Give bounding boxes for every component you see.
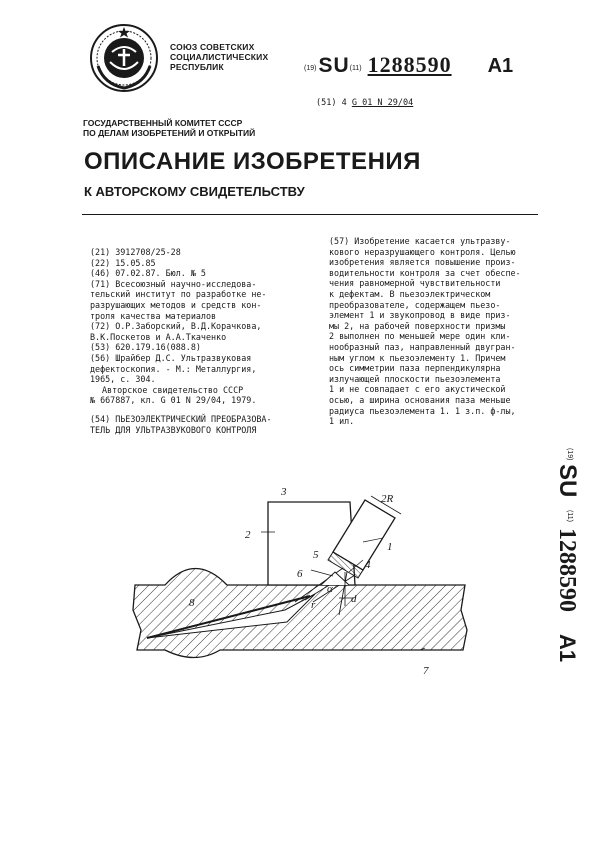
abstract-line: 1 ил.: [329, 416, 355, 427]
abstract-line: осью, а ширина основания паза меньше: [329, 394, 511, 405]
biblio-line: (54) ПЬЕЗОЭЛЕКТРИЧЕСКИЙ ПРЕОБРАЗОВА-: [90, 413, 272, 424]
abstract-line: радиуса пьезоэлемента 1. 1 з.п. ф-лы,: [329, 405, 516, 416]
biblio-line: тельский институт по разработке не-: [90, 289, 267, 300]
abstract: [329, 236, 549, 427]
committee-name: [83, 118, 255, 138]
bibliographic-data: [90, 247, 305, 435]
side-kind: A1: [555, 634, 580, 663]
biblio-line: ТЕЛЬ ДЛЯ УЛЬТРАЗВУКОВОГО КОНТРОЛЯ: [90, 424, 257, 435]
biblio-line: разрушающих методов и средств кон-: [90, 299, 262, 310]
biblio-line: В.К.Поскетов и А.А.Ткаченко: [90, 331, 227, 342]
biblio-line: 1965, с. 304.: [90, 374, 156, 385]
biblio-line: (72) О.Р.Заборский, В.Д.Корачкова,: [90, 321, 262, 332]
side-code-19: (19): [566, 448, 573, 461]
figure-label-r: r: [311, 599, 316, 611]
figure-label-4: 4: [365, 559, 371, 571]
side-country: SU: [554, 464, 581, 498]
biblio-line: дефектоскопия. - М.: Металлургия,: [90, 363, 257, 374]
biblio-line: (22) 15.05.85: [90, 257, 156, 268]
union-line: СОЮЗ СОВЕТСКИХ: [170, 42, 255, 52]
biblio-line: (53) 620.179.16(088.8): [90, 342, 201, 353]
abstract-line: 1 и не совпадает с его акустической: [329, 384, 506, 395]
side-number: 1288590: [554, 528, 580, 612]
side-code-11: (11): [566, 510, 573, 522]
ipc-classification: [316, 98, 413, 108]
biblio-line: (71) Всесоюзный научно-исследова-: [90, 278, 257, 289]
committee-line: ГОСУДАРСТВЕННЫЙ КОМИТЕТ СССР: [83, 118, 243, 128]
figure-label-2: 2: [245, 529, 251, 541]
figure-label-d: d: [351, 593, 357, 605]
transducer-drawing: [125, 480, 485, 680]
figure-label-8: 8: [189, 597, 195, 609]
abstract-line: 2 выполнен по меньшей мере один кли-: [329, 331, 511, 342]
header-divider: [82, 214, 538, 215]
biblio-line: (56) Шрайбер Д.С. Ультразвуковая: [90, 352, 252, 363]
committee-line: ПО ДЕЛАМ ИЗОБРЕТЕНИЙ И ОТКРЫТИЙ: [83, 128, 256, 138]
abstract-line: элемент 1 и звукопровод в виде приз-: [329, 310, 511, 321]
ipc-code: (51) 4: [316, 98, 347, 108]
figure-label-1: 1: [387, 541, 393, 553]
abstract-line: водительности контроля за счет обеспе-: [329, 267, 521, 278]
abstract-line: преобразователе, содержащем пьезо-: [329, 299, 501, 310]
abstract-line: кового неразрушающего контроля. Целью: [329, 246, 516, 257]
abstract-line: ным углом к пьезоэлементу 1. Причем: [329, 352, 506, 363]
ipc-class: G 01 N 29/04: [351, 98, 414, 108]
figure-label-2r: 2R: [381, 493, 394, 505]
biblio-line: троля качества материалов: [90, 310, 217, 321]
abstract-line: к дефектам. В пьезоэлектрическом: [329, 288, 491, 299]
biblio-line: (46) 07.02.87. Бюл. № 5: [90, 268, 206, 279]
abstract-line: чения равномерной чувствительности: [329, 278, 501, 289]
patent-identifier: [304, 52, 513, 78]
document-title: ОПИСАНИЕ ИЗОБРЕТЕНИЯ: [84, 148, 421, 175]
abstract-line: (57) Изобретение касается ультразву-: [329, 236, 511, 246]
abstract-line: мы 2, на рабочей поверхности призмы: [329, 320, 506, 331]
abstract-line: излучающей плоскости пьезоэлемента: [329, 373, 501, 384]
union-line: РЕСПУБЛИК: [170, 62, 224, 72]
abstract-line: изобретения является повышение произ-: [329, 257, 516, 268]
code-11: (11): [349, 65, 362, 72]
figure-label-alpha: α: [327, 583, 333, 595]
figure-label-3: 3: [281, 486, 287, 498]
ussr-emblem: [88, 22, 160, 94]
kind-code: A1: [487, 55, 514, 77]
figure-label-6: 6: [297, 568, 303, 580]
code-19: (19): [304, 65, 317, 72]
country-code: SU: [318, 54, 350, 77]
biblio-line: Авторское свидетельство СССР: [102, 384, 244, 395]
country-union-name: [170, 42, 268, 72]
biblio-line: № 667887, кл. G 01 N 29/04, 1979.: [90, 395, 257, 406]
abstract-line: ось симметрии паза перпендикулярна: [329, 363, 501, 374]
union-line: СОЦИАЛИСТИЧЕСКИХ: [170, 52, 269, 62]
biblio-line: (21) 3912708/25-28: [90, 247, 181, 257]
side-patent-identifier: [544, 448, 594, 678]
patent-number: 1288590: [367, 52, 452, 77]
figure-label-7: 7: [423, 665, 429, 677]
figure-label-5: 5: [313, 549, 319, 561]
abstract-line: нообразный паз, направленный двугран-: [329, 341, 516, 352]
document-subtitle: К АВТОРСКОМУ СВИДЕТЕЛЬСТВУ: [84, 184, 305, 199]
